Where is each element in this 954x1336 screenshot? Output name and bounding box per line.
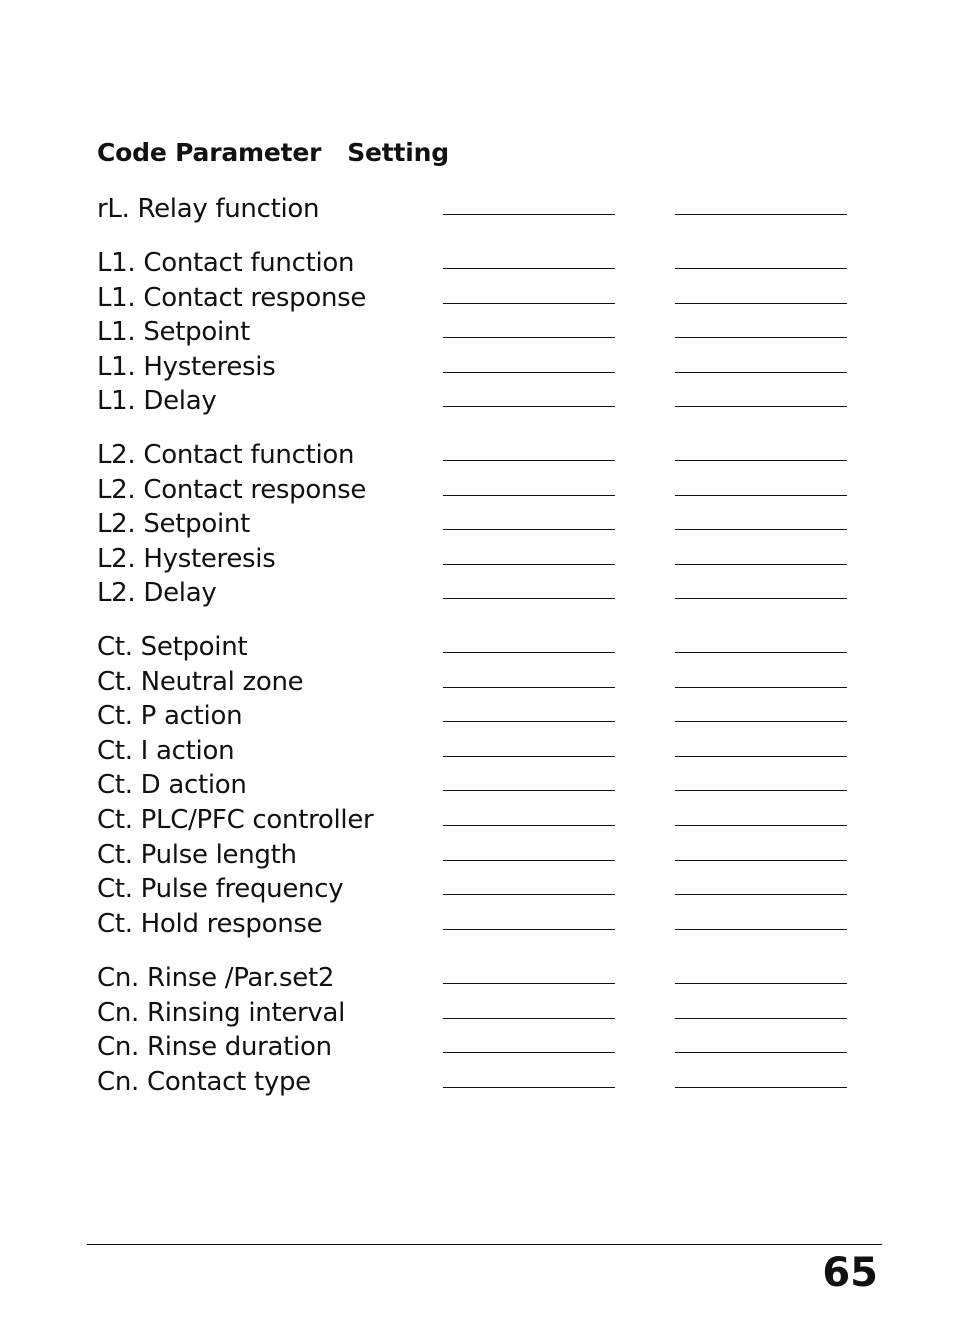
footer-divider bbox=[87, 1244, 882, 1245]
group-l1 bbox=[97, 248, 857, 421]
setting-blank-2 bbox=[675, 825, 847, 826]
table-row bbox=[97, 440, 857, 475]
setting-blank-1 bbox=[443, 529, 615, 530]
parameter-label: Ct. I action bbox=[97, 735, 235, 766]
header-setting: Setting bbox=[347, 138, 449, 167]
table-row bbox=[97, 909, 857, 944]
setting-blank-2 bbox=[675, 495, 847, 496]
setting-blank-2 bbox=[675, 721, 847, 722]
table-row bbox=[97, 509, 857, 544]
table-row bbox=[97, 544, 857, 579]
table-row bbox=[97, 386, 857, 421]
parameter-label: rL. Relay function bbox=[97, 194, 320, 224]
page-number: 65 bbox=[822, 1250, 878, 1296]
table-row bbox=[97, 998, 857, 1033]
setting-blank-2 bbox=[675, 337, 847, 338]
table-row bbox=[97, 1067, 857, 1102]
table-row bbox=[97, 283, 857, 318]
setting-blank-2 bbox=[675, 460, 847, 461]
setting-blank-2 bbox=[675, 790, 847, 791]
setting-blank-2 bbox=[675, 529, 847, 530]
setting-blank-1 bbox=[443, 687, 615, 688]
setting-blank-1 bbox=[443, 790, 615, 791]
setting-blank-1 bbox=[443, 983, 615, 984]
group-relay bbox=[97, 194, 857, 229]
setting-blank-2 bbox=[675, 214, 847, 215]
setting-blank-1 bbox=[443, 756, 615, 757]
setting-blank-1 bbox=[443, 1052, 615, 1053]
parameter-label: L2. Contact response bbox=[97, 474, 367, 505]
setting-blank-2 bbox=[675, 929, 847, 930]
table-row bbox=[97, 840, 857, 875]
setting-blank-1 bbox=[443, 564, 615, 565]
setting-blank-1 bbox=[443, 652, 615, 653]
table-row bbox=[97, 194, 857, 229]
setting-blank-2 bbox=[675, 652, 847, 653]
parameter-label: L2. Contact function bbox=[97, 440, 355, 470]
setting-blank-2 bbox=[675, 598, 847, 599]
parameter-label: L1. Contact response bbox=[97, 282, 367, 313]
table-row bbox=[97, 736, 857, 771]
parameter-label: L1. Contact function bbox=[97, 248, 355, 278]
setting-blank-1 bbox=[443, 268, 615, 269]
setting-blank-1 bbox=[443, 721, 615, 722]
setting-blank-1 bbox=[443, 929, 615, 930]
setting-blank-2 bbox=[675, 1087, 847, 1088]
setting-blank-1 bbox=[443, 214, 615, 215]
parameter-label: Ct. Pulse length bbox=[97, 839, 297, 870]
setting-blank-2 bbox=[675, 564, 847, 565]
setting-blank-1 bbox=[443, 860, 615, 861]
setting-blank-1 bbox=[443, 372, 615, 373]
parameter-label: L1. Delay bbox=[97, 386, 217, 417]
table-row bbox=[97, 667, 857, 702]
setting-blank-1 bbox=[443, 894, 615, 895]
setting-blank-2 bbox=[675, 268, 847, 269]
setting-blank-2 bbox=[675, 983, 847, 984]
parameter-label: Cn. Rinse duration bbox=[97, 1032, 332, 1063]
table-header bbox=[97, 138, 449, 167]
setting-blank-2 bbox=[675, 1018, 847, 1019]
parameter-label: Ct. D action bbox=[97, 770, 247, 801]
table-row bbox=[97, 1032, 857, 1067]
parameter-label: L1. Hysteresis bbox=[97, 351, 276, 382]
table-row bbox=[97, 578, 857, 613]
table-row bbox=[97, 805, 857, 840]
setting-blank-1 bbox=[443, 598, 615, 599]
parameter-label: L2. Delay bbox=[97, 578, 217, 609]
table-row bbox=[97, 632, 857, 667]
setting-blank-2 bbox=[675, 1052, 847, 1053]
parameter-label: Cn. Rinse /Par.set2 bbox=[97, 963, 335, 993]
parameter-label: L2. Hysteresis bbox=[97, 543, 276, 574]
table-row bbox=[97, 701, 857, 736]
parameter-label: L2. Setpoint bbox=[97, 509, 250, 540]
table-row bbox=[97, 963, 857, 998]
table-row bbox=[97, 770, 857, 805]
setting-blank-1 bbox=[443, 460, 615, 461]
setting-blank-2 bbox=[675, 860, 847, 861]
parameter-label: Ct. P action bbox=[97, 701, 243, 732]
setting-blank-1 bbox=[443, 337, 615, 338]
parameter-label: Ct. PLC/PFC controller bbox=[97, 804, 374, 835]
group-cleaning bbox=[97, 963, 857, 1101]
table-row bbox=[97, 317, 857, 352]
setting-blank-2 bbox=[675, 687, 847, 688]
table-row bbox=[97, 475, 857, 510]
setting-blank-1 bbox=[443, 303, 615, 304]
parameter-label: Ct. Hold response bbox=[97, 908, 323, 939]
table-row bbox=[97, 874, 857, 909]
group-l2 bbox=[97, 440, 857, 613]
parameter-label: Cn. Rinsing interval bbox=[97, 997, 346, 1028]
parameter-label: Ct. Neutral zone bbox=[97, 666, 304, 697]
setting-blank-1 bbox=[443, 495, 615, 496]
table-row bbox=[97, 248, 857, 283]
setting-blank-1 bbox=[443, 406, 615, 407]
setting-blank-2 bbox=[675, 372, 847, 373]
table-row bbox=[97, 352, 857, 387]
parameter-label: Ct. Pulse frequency bbox=[97, 874, 344, 905]
parameter-label: Ct. Setpoint bbox=[97, 632, 248, 662]
setting-blank-1 bbox=[443, 825, 615, 826]
setting-blank-2 bbox=[675, 406, 847, 407]
setting-blank-1 bbox=[443, 1087, 615, 1088]
parameter-label: Cn. Contact type bbox=[97, 1066, 311, 1097]
setting-blank-2 bbox=[675, 894, 847, 895]
parameter-label: L1. Setpoint bbox=[97, 317, 250, 348]
setting-blank-2 bbox=[675, 303, 847, 304]
setting-blank-2 bbox=[675, 756, 847, 757]
header-code-parameter: Code Parameter bbox=[97, 138, 322, 167]
setting-blank-1 bbox=[443, 1018, 615, 1019]
group-controller bbox=[97, 632, 857, 943]
